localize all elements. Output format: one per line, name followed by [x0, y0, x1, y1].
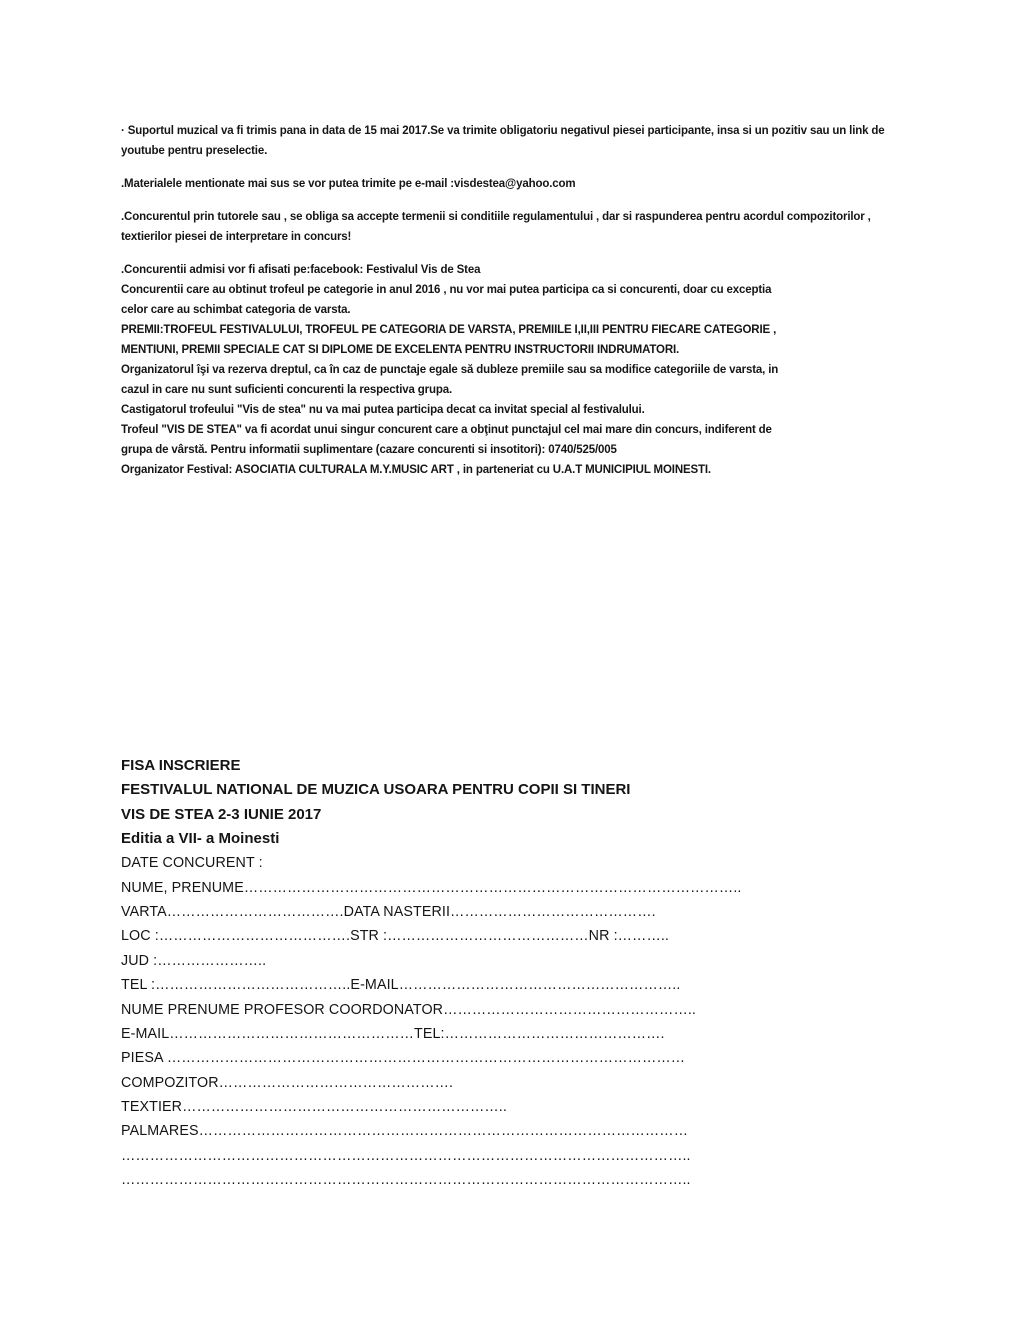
name-field-line: NUME, PRENUME………………………………………………………………………………………….. [121, 879, 742, 896]
song-field-line: PIESA ……………………………………………………………………………………………… [121, 1050, 686, 1067]
rules-line: Trofeul "VIS DE STEA" va fi acordat unui singur concurent care a obţinut punctajul cel mai mare din concurs, indiferent de [121, 424, 772, 436]
teacher-contact-field-line: E-MAIL……………………………………………TEL:………………………………………. [121, 1025, 665, 1042]
awards-continuation-line: ……………………………………………………………………………………………………….. [121, 1172, 691, 1189]
edition-heading: Editia a VII- a Moinesti [121, 829, 280, 847]
lyricist-field-line: TEXTIER………………………………………………………….. [121, 1099, 507, 1116]
rules-line: Organizator Festival: ASOCIATIA CULTURALA M.Y.MUSIC ART , in parteneriat cu U.A.T MUNICIPIUL MOINESTI. [121, 464, 711, 476]
teacher-name-field-line: NUME PRENUME PROFESOR COORDONATOR…………………………………………….. [121, 1001, 696, 1018]
rules-details [121, 260, 911, 480]
contestant-data-label: DATE CONCURENT : [121, 855, 263, 872]
rules-line: MENTIUNI, PREMII SPECIALE CAT SI DIPLOME DE EXCELENTA PENTRU INSTRUCTORII INDRUMATORI. [121, 344, 680, 356]
rules-line: .Concurentii admisi vor fi afisati pe:facebook: Festivalul Vis de Stea [121, 264, 481, 276]
address-field-line: LOC :………………………………….STR :……………………………………NR :……….. [121, 928, 669, 945]
rules-line: PREMII:TROFEUL FESTIVALULUI, TROFEUL PE CATEGORIA DE VARSTA, PREMIILE I,II,III PENTRU FIECARE CATEGORIE , [121, 324, 777, 336]
rules-line: Concurentii care au obtinut trofeul pe categorie in anul 2016 , nu vor mai putea participa ca si concurenti, doar cu exceptia [121, 284, 772, 296]
rules-line: Organizatorul îşi va rezerva dreptul, ca în caz de punctaje egale să dubleze premiile sau sa modifice categoriile de varsta, in [121, 364, 779, 376]
county-field-line: JUD :………………….. [121, 952, 267, 969]
rules-line: Castigatorul trofeului "Vis de stea" nu va mai putea participa decat ca invitat special al festivalului. [121, 404, 645, 416]
rules-section [121, 121, 911, 480]
festival-dates-heading: VIS DE STEA 2-3 IUNIE 2017 [121, 805, 322, 823]
rules-line: grupa de vârstă. Pentru informatii suplimentare (cazare concurenti si insotitori): 0740/525/005 [121, 444, 617, 456]
form-title: FISA INSCRIERE [121, 757, 241, 774]
phone-email-field-line: TEL :…………………………………..E-MAIL………………………………………………….. [121, 977, 681, 994]
awards-continuation-line: ……………………………………………………………………………………………………….. [121, 1147, 691, 1164]
registration-form [121, 754, 742, 1193]
composer-field-line: COMPOZITOR…………………………………………. [121, 1074, 454, 1091]
awards-field-line: PALMARES………………………………………………………………………………………… [121, 1123, 689, 1140]
rules-line: celor care au schimbat categoria de varsta. [121, 304, 351, 316]
rules-line: cazul in care nu sunt suficienti concurenti la respectiva grupa. [121, 384, 453, 396]
rules-paragraph-terms: .Concurentul prin tutorele sau , se obliga sa accepte termenii si conditiile regulamentului , dar si raspunderea pentru acordul compozitorilor , textierilor piesei de interpretare in concurs! [121, 211, 871, 243]
age-birthdate-field-line: VARTA……………………………….DATA NASTERII……………………………………. [121, 903, 656, 920]
festival-name-heading: FESTIVALUL NATIONAL DE MUZICA USOARA PENTRU COPII SI TINERI [121, 781, 631, 799]
rules-paragraph-music-support: · Suportul muzical va fi trimis pana in data de 15 mai 2017.Se va trimite obligatoriu negativul piesei participante, insa si un pozitiv sau un link de youtube pentru preselectie. [121, 125, 885, 157]
rules-paragraph-email: .Materialele mentionate mai sus se vor putea trimite pe e-mail :visdestea@yahoo.com [121, 178, 576, 190]
